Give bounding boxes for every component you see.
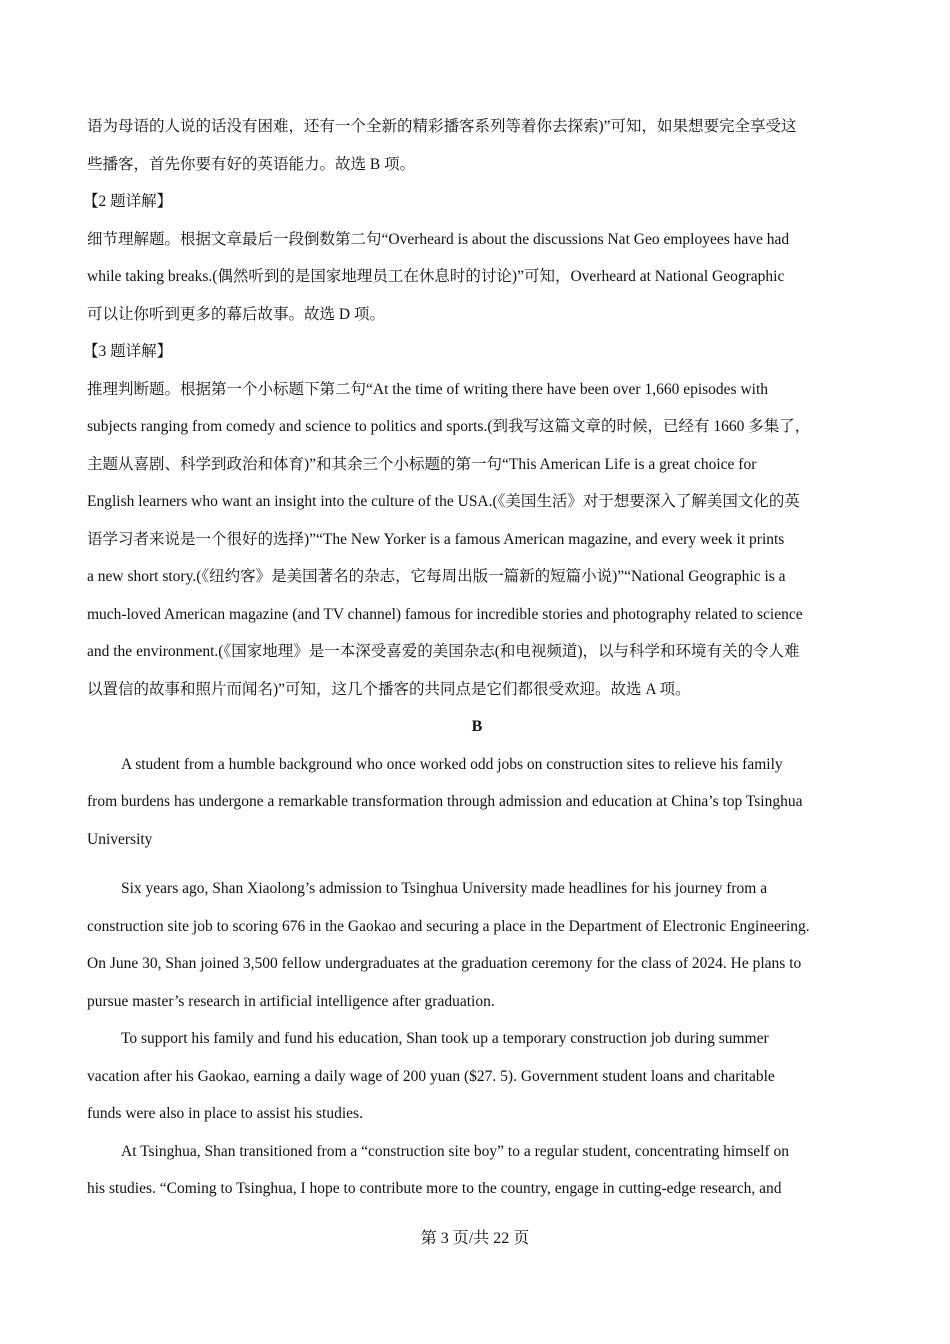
- text-line: 语为母语的人说的话没有困难，还有一个全新的精彩播客系列等着你去探索)”可知，如果想要完全享受这: [87, 118, 797, 135]
- text-line: A student from a humble background who once worked odd jobs on construction sites to relieve his family: [121, 755, 783, 773]
- text-line: English learners who want an insight into the culture of the USA.(《美国生活》对于想要深入了解美国文化的英: [87, 493, 800, 510]
- text-line: while taking breaks.(偶然听到的是国家地理员工在休息时的讨论)”可知，Overheard at National Geographic: [87, 268, 785, 285]
- text-line: construction site job to scoring 676 in the Gaokao and securing a place in the Department of Electronic Engineering.: [87, 917, 810, 935]
- q3-heading: 【3 题详解】: [83, 343, 173, 360]
- page-content: [83, 108, 867, 1208]
- section-b-paragraph-3: [87, 1020, 867, 1133]
- text-line: 推理判断题。根据第一个小标题下第二句“At the time of writing there have been over 1,660 episodes with: [87, 380, 769, 398]
- text-line: 以置信的故事和照片而闻名)”可知，这几个播客的共同点是它们都很受欢迎。故选 A 项。: [87, 680, 691, 698]
- text-line: subjects ranging from comedy and science to politics and sports.(到我写这篇文章的时候，已经有 1660 多集了，: [87, 418, 811, 435]
- section-b-paragraph-2: [87, 870, 867, 1020]
- text-line: At Tsinghua, Shan transitioned from a “construction site boy” to a regular student, concentrating himself on: [121, 1142, 789, 1160]
- page-footer: [0, 1226, 950, 1252]
- text-line: 细节理解题。根据文章最后一段倒数第二句“Overheard is about the discussions Nat Geo employees have had: [87, 230, 790, 248]
- section-b-paragraph-4: [87, 1133, 867, 1208]
- text-line: pursue master’s research in artificial intelligence after graduation.: [87, 992, 495, 1010]
- text-line: and the environment.(《国家地理》是一本深受喜爱的美国杂志(和电视频道)，以与科学和环境有关的令人难: [87, 643, 800, 660]
- text-line: a new short story.(《纽约客》是美国著名的杂志，它每周出版一篇新的短篇小说)”“National Geographic is a: [87, 568, 786, 585]
- text-line: 些播客，首先你要有好的英语能力。故选 B 项。: [87, 155, 416, 173]
- text-line: 可以让你听到更多的幕后故事。故选 D 项。: [87, 305, 385, 323]
- q1-explanation-tail: [87, 108, 867, 183]
- text-line: 语学习者来说是一个很好的选择)”“The New Yorker is a famous American magazine, and every week it prints: [87, 530, 785, 548]
- q2-heading: 【2 题详解】: [83, 193, 173, 210]
- text-line: University: [87, 830, 153, 848]
- text-line: his studies. “Coming to Tsinghua, I hope to contribute more to the country, engage in cutting-edge research, and: [87, 1180, 782, 1197]
- text-line: vacation after his Gaokao, earning a daily wage of 200 yuan ($27. 5). Government student loans and charitable: [87, 1067, 775, 1085]
- text-line: funds were also in place to assist his studies.: [87, 1105, 363, 1122]
- text-line: Six years ago, Shan Xiaolong’s admission to Tsinghua University made headlines for his journey from a: [121, 880, 768, 897]
- section-b-title: B: [471, 718, 483, 735]
- q2-explanation: [87, 221, 867, 334]
- text-line: On June 30, Shan joined 3,500 fellow undergraduates at the graduation ceremony for the class of 2024. He plans to: [87, 955, 802, 972]
- q3-explanation: [87, 371, 867, 709]
- text-line: much-loved American magazine (and TV channel) famous for incredible stories and photography related to science: [87, 605, 803, 623]
- section-b-paragraph-1: [87, 746, 867, 859]
- text-line: from burdens has undergone a remarkable transformation through admission and education at China’s top Tsinghua: [87, 793, 803, 810]
- page-number: 第 3 页/共 22 页: [420, 1230, 530, 1247]
- text-line: To support his family and fund his education, Shan took up a temporary construction job during summer: [121, 1030, 769, 1047]
- text-line: 主题从喜剧、科学到政治和体育)”和其余三个小标题的第一句“This American Life is a great choice for: [87, 455, 757, 473]
- paragraph-spacer: [87, 858, 867, 870]
